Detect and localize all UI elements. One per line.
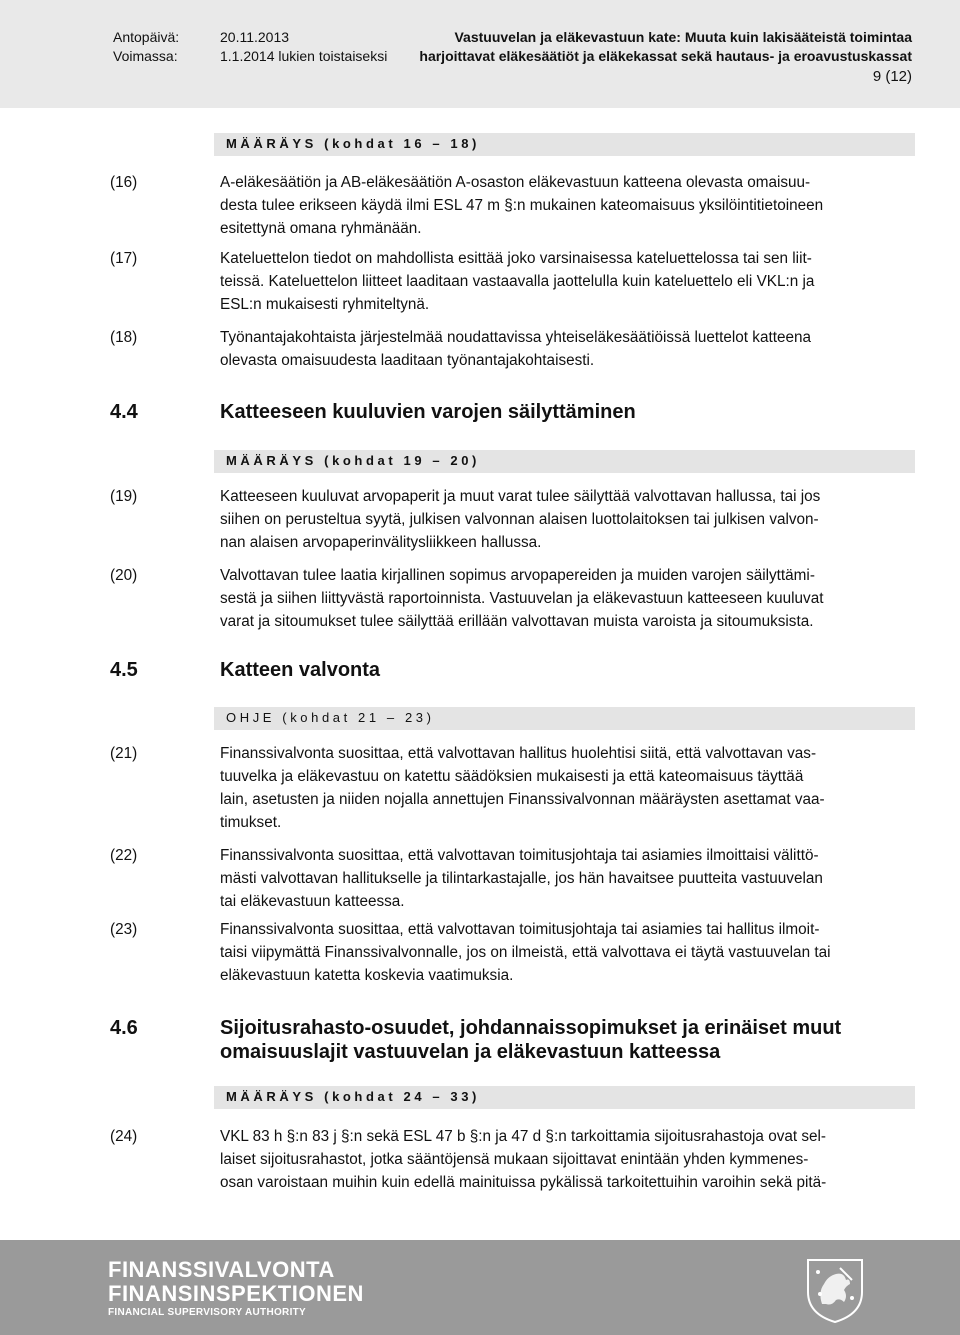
page-header [0,0,960,108]
text-line: nan alaisen arvopaperinvälitysliikkeen hallussa. [220,534,542,551]
text-line: varat ja sitoumukset tulee säilyttää erillään valvottavan muista varoista ja sitoumuksista. [220,613,814,630]
antopaiva-value: 20.11.2013 [220,29,290,45]
logo-line-finnish: FINANSSIVALVONTA [108,1257,335,1282]
text-line: A-eläkesäätiön ja AB-eläkesäätiön A-osaston eläkevastuun katteena olevasta omaisuu- [220,174,811,191]
text-line: Katteeseen kuuluvat arvopaperit ja muut varat tulee säilyttää valvottavan hallussa, tai jos [220,488,821,505]
voimassa-label: Voimassa: [113,48,178,64]
text-line: Finanssivalvonta suosittaa, että valvottavan toimitusjohtaja tai asiamies tai hallitus ilmoit- [220,921,820,938]
document-title-line-1: Vastuuvelan ja eläkevastuun kate: Muuta kuin lakisääteistä toimintaa [454,29,912,45]
item-text [220,844,905,913]
text-line: ESL:n mukaisesti ryhmiteltynä. [220,296,430,313]
text-line: VKL 83 h §:n 83 j §:n sekä ESL 47 b §:n ja 47 d §:n tarkoittamia sijoitusrahastoja ovat sel- [220,1128,827,1145]
item-number: (20) [110,567,138,584]
text-line: taisi viipymättä Finanssivalvonnalle, jos on ilmeistä, että valvottava ei täytä vastuuvelan tai [220,944,831,961]
item-text [220,1125,905,1194]
maarays-bar-16-18 [214,133,915,156]
text-line: eläkevastuun katetta koskevia vaatimuksia. [220,967,514,984]
item-number: (23) [110,921,138,938]
lion-emblem-icon [800,1254,870,1326]
text-line: laiset sijoitusrahastot, jotka sääntöjensä mukaan sijoittavat enintään yhden kymmenes- [220,1151,809,1168]
text-line: Finanssivalvonta suosittaa, että valvottavan hallitus huolehtisi siitä, että valvottavan vas- [220,745,817,762]
text-line: tuuvelka ja eläkevastuu on katettu säädöksien mukaisesti ja että kateomaisuus täyttää [220,768,804,785]
section-title-line-1: Sijoitusrahasto-osuudet, johdannaissopimukset ja erinäiset muut [220,1017,842,1039]
voimassa-value: 1.1.2014 lukien toistaiseksi [220,48,388,64]
text-line: siihen on perusteltua syytä, julkisen valvonnan alaisen luottolaitoksen tai julkisen valvon- [220,511,819,528]
text-line: sestä ja siihen liittyvästä raportoinnista. Vastuuvelan ja eläkevastuun katteeseen kuuluvat [220,590,824,607]
item-text [220,742,905,834]
text-line: mästi valvottavan hallitukselle ja tilintarkastajalle, jos hän havaitsee puutteita vastuuvelan [220,870,823,887]
maarays-bar-19-20 [214,450,915,473]
ohje-bar-21-23 [214,707,915,730]
item-text [220,564,905,633]
item-text [220,918,905,987]
text-line: teissä. Kateluettelon liitteet laaditaan vastaavalla jaottelulla kuin kateluettelo eli VKL:n ja [220,273,815,290]
maarays-label: MÄÄRÄYS (kohdat 16 – 18) [226,136,480,151]
text-line: lain, asetusten ja niiden nojalla annettujen Finanssivalvonnan määräysten asettamat vaa- [220,791,825,808]
section-title: Katteen valvonta [220,659,381,681]
page-number: 9 (12) [872,68,912,85]
item-number: (24) [110,1128,138,1145]
item-number: (19) [110,488,138,505]
text-line: tai eläkevastuun katteessa. [220,893,405,910]
text-line: desta tulee erikseen käydä ilmi ESL 47 m §:n mukainen kateomaisuus yksilöintitietoineen [220,197,824,214]
section-number: 4.6 [110,1017,138,1039]
document-title-line-2: harjoittavat eläkesäätiöt ja eläkekassat sekä hautaus- ja eroavustuskassat [419,48,912,64]
item-number: (22) [110,847,138,864]
antopaiva-label: Antopäivä: [113,29,180,45]
logo-line-english: FINANCIAL SUPERVISORY AUTHORITY [108,1307,307,1318]
item-number: (17) [110,250,138,267]
section-number: 4.4 [110,401,138,423]
item-text [220,326,905,372]
maarays-label: MÄÄRÄYS (kohdat 24 – 33) [226,1089,480,1104]
section-title: Katteeseen kuuluvien varojen säilyttäminen [220,401,636,423]
maarays-bar-24-33 [214,1086,915,1109]
text-line: timukset. [220,814,282,831]
text-line: olevasta omaisuudesta laaditaan työnantajakohtaisesti. [220,352,595,369]
text-line: Finanssivalvonta suosittaa, että valvottavan toimitusjohtaja tai asiamies ilmoittaisi välittö- [220,847,819,864]
item-text [220,485,905,554]
maarays-label: MÄÄRÄYS (kohdat 19 – 20) [226,453,480,468]
text-line: osan varoistaan muihin kuin edellä mainituissa pykälissä tarkoitettuihin varoihin sekä pitä- [220,1174,827,1191]
section-title-line-2: omaisuuslajit vastuuvelan ja eläkevastuun katteessa [220,1041,721,1063]
item-text [220,247,905,316]
ohje-label: OHJE (kohdat 21 – 23) [226,710,435,725]
text-line: Valvottavan tulee laatia kirjallinen sopimus arvopapereiden ja muiden varojen säilyttämi- [220,567,815,584]
text-line: Työnantajakohtaista järjestelmää noudattavissa yhteiseläkesäätiöissä luettelot katteena [220,329,811,346]
item-number: (21) [110,745,138,762]
text-line: Kateluettelon tiedot on mahdollista esittää joko varsinaisessa kateluettelossa tai sen liit- [220,250,812,267]
page-footer [0,1240,960,1335]
text-line: esitettynä omana ryhmänään. [220,220,422,237]
fiva-logo [108,1258,364,1320]
logo-line-swedish: FINANSINSPEKTIONEN [108,1281,364,1306]
item-number: (16) [110,174,138,191]
item-number: (18) [110,329,138,346]
section-number: 4.5 [110,659,138,681]
item-text [220,171,905,240]
